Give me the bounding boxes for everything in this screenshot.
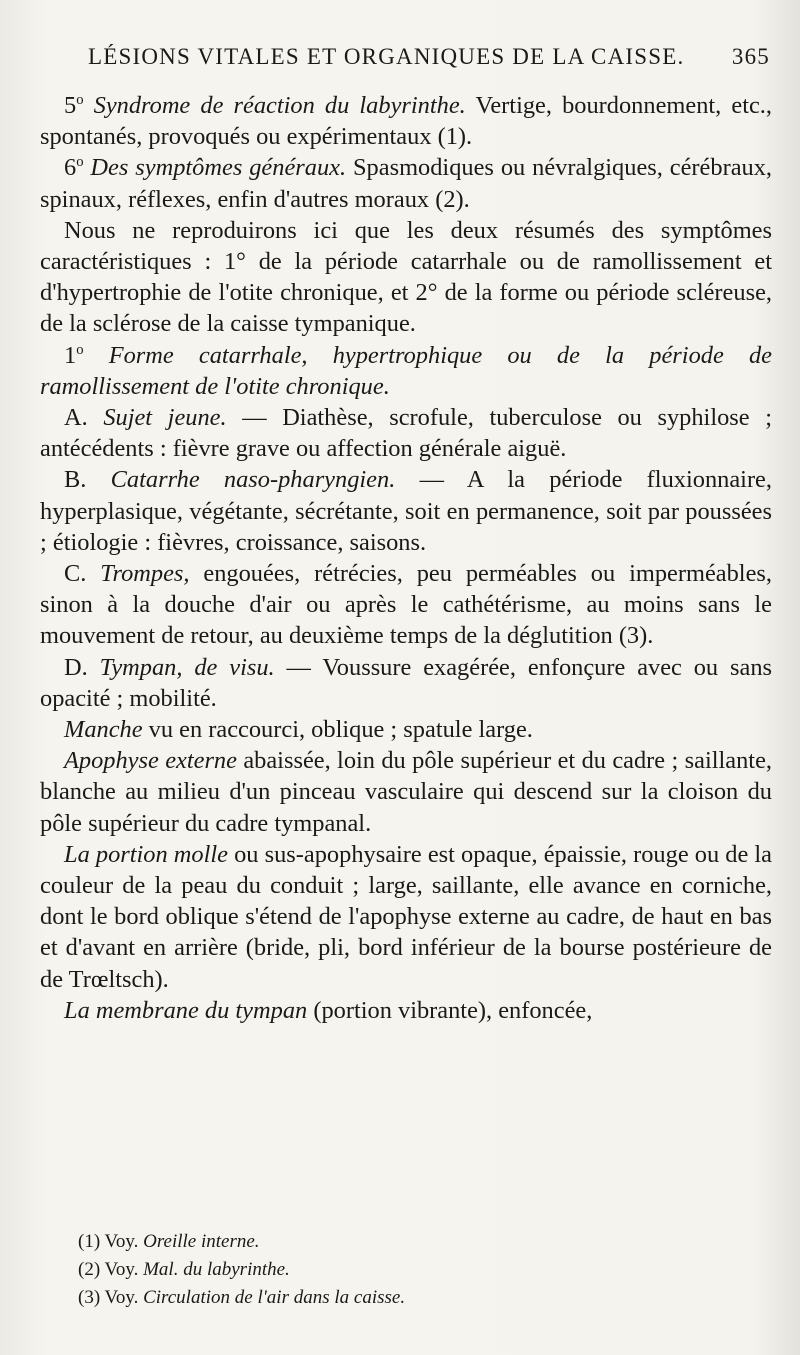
paragraph-ordinal-sup: o	[76, 341, 84, 358]
paragraph-text: vu en raccourci, oblique ; spatule large.	[142, 716, 533, 744]
paragraph-text: engouées, rétrécies, peu perméables ou imperméables, sinon à la douche d'air ou après le cathétérisme, au moins sans le mouvement de retour, au deuxième temps de la déglutition (3).	[40, 560, 772, 650]
paragraph-italic-heading: Des symptômes généraux.	[83, 154, 347, 182]
paragraph	[40, 839, 772, 995]
page-header	[88, 44, 770, 70]
paragraph	[40, 995, 772, 1026]
paragraph-italic-heading: Tympan, de visu.	[99, 653, 275, 681]
paragraph-ordinal-sup: o	[76, 91, 84, 108]
footnote	[78, 1228, 768, 1256]
paragraph	[40, 745, 772, 839]
paragraph-text: — Voussure exagérée, enfonçure avec ou sans opacité ; mobilité.	[40, 653, 773, 712]
paragraph-italic-heading: Apophyse externe	[64, 747, 237, 775]
footnote-mark: (2) Voy.	[78, 1259, 144, 1280]
paragraph-text: — Diathèse, scrofule, tuberculose ou syphilose ; antécédents : fièvre grave ou affection générale aiguë.	[40, 404, 772, 463]
footnote-mark: (1) Voy.	[78, 1231, 144, 1252]
footnote	[78, 1256, 768, 1284]
paragraph-italic-heading: Trompes,	[100, 560, 190, 588]
paragraph	[40, 340, 772, 402]
paragraph	[40, 90, 772, 152]
paragraph-italic-heading: Catarrhe naso-pharyngien.	[110, 466, 396, 494]
paragraph-text: ou sus-apophysaire est opaque, épaissie, rouge ou de la couleur de la peau du conduit ; large, saillante, elle avance en corniche, dont le bord oblique s'étend de l'apophyse externe au cadre, de haut en bas et d'avant en arrière (bride, pli, bord inférieur de la bourse postérieure de de Trœltsch).	[40, 840, 772, 993]
paragraph-ordinal-sup: o	[76, 154, 84, 171]
paragraph-text: — A la période fluxionnaire, hyperplasique, végétante, sécrétante, soit en permanence, soit par poussées ; étiologie : fièvres, croissance, saisons.	[40, 466, 772, 556]
paragraph-lead: C.	[64, 560, 101, 588]
paragraph	[40, 714, 772, 745]
paragraph	[40, 652, 772, 714]
paragraph-italic-heading: Syndrome de réaction du labyrinthe.	[83, 92, 466, 119]
paragraph-text: Spasmodiques ou névralgiques, cérébraux, spinaux, réflexes, enfin d'autres moraux (2).	[40, 154, 773, 213]
paragraph-lead: A.	[64, 404, 104, 432]
paragraph-italic-heading: Sujet jeune.	[103, 404, 227, 432]
paragraph	[40, 152, 772, 214]
paragraph-text: abaissée, loin du pôle supérieur et du cadre ; saillante, blanche au milieu d'un pinceau vasculaire qui descend sur la cloison du pôle supérieur du cadre tympanal.	[40, 747, 772, 837]
paragraph-text: Nous ne reproduirons ici que les deux résumés des symptômes caractéristiques : 1° de la période catarrhale ou de ramollissement et d'hypertrophie de l'otite chronique, et 2° de la forme ou période scléreuse, de la sclérose de la caisse tympanique.	[40, 216, 772, 338]
paragraph-text: Vertige, bourdonnement, etc., spontanés, provoqués ou expérimentaux (1).	[40, 92, 772, 151]
running-title: LÉSIONS VITALES ET ORGANIQUES DE LA CAISSE.	[88, 44, 685, 69]
paragraph-lead: B.	[64, 466, 111, 494]
paragraph-italic-heading: La portion molle	[64, 840, 228, 868]
footnote-reference: Oreille interne.	[143, 1231, 260, 1252]
footnotes	[78, 1228, 768, 1312]
paragraph-italic-heading: Manche	[64, 716, 143, 744]
footnote-reference: Mal. du labyrinthe.	[143, 1259, 290, 1280]
footnote-mark: (3) Voy.	[78, 1287, 144, 1308]
paragraph	[40, 215, 772, 340]
footnote	[78, 1284, 768, 1312]
paragraph-lead: 1	[64, 341, 77, 369]
paragraph-lead: D.	[64, 653, 100, 681]
paragraph-italic-heading: La membrane du tympan	[64, 996, 308, 1024]
paragraph-lead: 5	[64, 92, 77, 119]
paragraph	[40, 402, 772, 464]
paragraph-lead: 6	[64, 154, 77, 182]
paragraph-text: (portion vibrante), enfoncée,	[307, 996, 593, 1024]
paragraph	[40, 558, 772, 652]
page-number: 365	[731, 44, 770, 69]
paragraph-italic-heading: Forme catarrhale, hypertrophique ou de la période de ramollissement de l'otite chronique.	[40, 341, 772, 400]
footnote-reference: Circulation de l'air dans la caisse.	[143, 1287, 406, 1308]
paragraph	[40, 464, 772, 558]
body-text	[40, 90, 772, 1026]
